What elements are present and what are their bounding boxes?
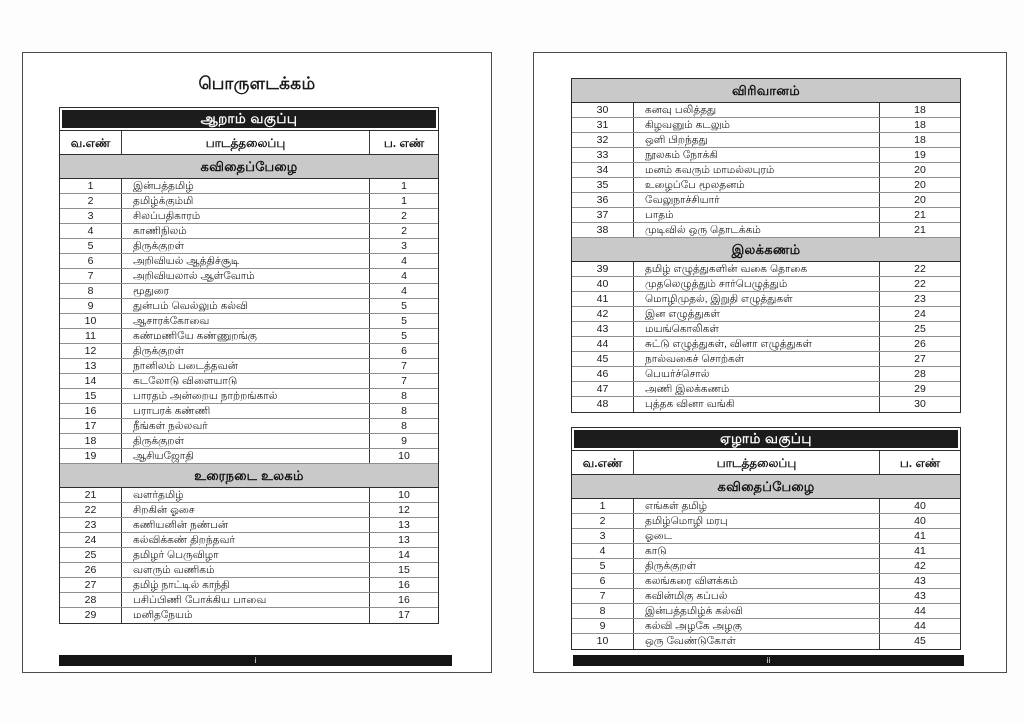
row-title: காணிநிலம் <box>122 224 370 238</box>
column-header-row <box>572 451 960 475</box>
row-serial: 3 <box>60 209 122 223</box>
footer-page-band <box>573 655 964 666</box>
toc-row <box>572 292 960 307</box>
row-title: தமிழ் நாட்டில் காந்தி <box>122 578 370 592</box>
toc-row <box>572 367 960 382</box>
toc-row <box>60 593 438 608</box>
row-serial: 38 <box>572 223 634 237</box>
row-page: 41 <box>914 529 926 542</box>
row-page: 4 <box>401 284 407 297</box>
row-title: ஆசாரக்கோவை <box>122 314 370 328</box>
row-title: சிறகின் ஓசை <box>122 503 370 517</box>
toc-row <box>572 307 960 322</box>
toc-row <box>60 239 438 254</box>
row-serial: 10 <box>572 634 634 649</box>
row-serial: 34 <box>572 163 634 177</box>
toc-row <box>572 619 960 634</box>
row-serial: 46 <box>572 367 634 381</box>
row-page: 10 <box>398 488 410 501</box>
row-serial: 11 <box>60 329 122 343</box>
toc-row <box>572 277 960 292</box>
row-serial: 10 <box>60 314 122 328</box>
row-page: 30 <box>914 398 926 411</box>
toc-row <box>60 389 438 404</box>
row-title: வளரும் வணிகம் <box>122 563 370 577</box>
section-band: கவிதைப்பேழை <box>572 475 960 499</box>
toc-row <box>60 179 438 194</box>
row-page: 6 <box>401 344 407 357</box>
toc-row <box>60 359 438 374</box>
row-title: பாரதம் அன்றைய நாற்றங்கால் <box>122 389 370 403</box>
row-title: பராபரக் கண்ணி <box>122 404 370 418</box>
row-serial: 12 <box>60 344 122 358</box>
row-page: 13 <box>398 533 410 546</box>
row-serial: 31 <box>572 118 634 132</box>
row-serial: 37 <box>572 208 634 222</box>
left-page <box>22 52 492 673</box>
row-page: 20 <box>914 178 926 191</box>
toc-row <box>572 559 960 574</box>
row-title: தமிழர் பெருவிழா <box>122 548 370 562</box>
row-page: 43 <box>914 574 926 587</box>
row-serial: 1 <box>572 499 634 513</box>
toc-row <box>572 634 960 649</box>
row-page: 29 <box>914 382 926 395</box>
toc-row <box>572 103 960 118</box>
toc-row <box>60 284 438 299</box>
row-title: அறிவியல் ஆத்திச்சூடி <box>122 254 370 268</box>
toc-row <box>572 208 960 223</box>
row-page: 5 <box>401 314 407 327</box>
row-page: 45 <box>914 635 926 648</box>
row-serial: 35 <box>572 178 634 192</box>
row-title: மூதுரை <box>122 284 370 298</box>
toc-row <box>60 488 438 503</box>
toc-row <box>572 322 960 337</box>
row-title: தமிழ்மொழி மரபு <box>634 514 880 528</box>
row-serial: 13 <box>60 359 122 373</box>
row-page: 8 <box>401 404 407 417</box>
row-serial: 4 <box>572 544 634 558</box>
row-serial: 16 <box>60 404 122 418</box>
row-title: கிழவனும் கடலும் <box>634 118 880 132</box>
row-page: 20 <box>914 193 926 206</box>
row-title: சுட்டு எழுத்துகள், வினா எழுத்துகள் <box>634 337 880 351</box>
toc-row <box>572 604 960 619</box>
row-page: 40 <box>914 514 926 527</box>
row-title: இன்பத்தமிழ் <box>122 179 370 193</box>
row-serial: 36 <box>572 193 634 207</box>
row-serial: 7 <box>572 589 634 603</box>
row-page: 1 <box>401 194 407 207</box>
row-page: 1 <box>401 179 407 192</box>
toc-row <box>572 262 960 277</box>
row-page: 44 <box>914 619 926 632</box>
row-title: புத்தக வினா வங்கி <box>634 397 880 412</box>
header-cell-serial: வ.எண் <box>572 451 634 474</box>
row-page: 22 <box>914 277 926 290</box>
row-title: ஒளி பிறந்தது <box>634 133 880 147</box>
row-page: 26 <box>914 337 926 350</box>
row-title: முதலெழுத்தும் சார்பெழுத்தும் <box>634 277 880 291</box>
row-page: 5 <box>401 299 407 312</box>
row-title: வேலுநாச்சியார் <box>634 193 880 207</box>
row-serial: 43 <box>572 322 634 336</box>
toc-row <box>572 193 960 208</box>
toc-row <box>60 503 438 518</box>
row-serial: 47 <box>572 382 634 396</box>
row-serial: 45 <box>572 352 634 366</box>
toc-row <box>60 314 438 329</box>
row-page: 10 <box>398 449 410 462</box>
toc-row <box>572 352 960 367</box>
row-serial: 8 <box>572 604 634 618</box>
row-title: நூலகம் நோக்கி <box>634 148 880 162</box>
row-title: பசிப்பிணி போக்கிய பாவை <box>122 593 370 607</box>
toc-row <box>572 382 960 397</box>
toc-tables <box>59 107 439 624</box>
header-cell-page: ப. எண் <box>383 135 425 150</box>
row-serial: 19 <box>60 449 122 463</box>
row-page: 2 <box>401 224 407 237</box>
row-serial: 23 <box>60 518 122 532</box>
row-page: 4 <box>401 254 407 267</box>
row-page: 27 <box>914 352 926 365</box>
row-title: மனிதநேயம் <box>122 608 370 623</box>
row-title: கலங்கரை விளக்கம் <box>634 574 880 588</box>
row-serial: 17 <box>60 419 122 433</box>
row-title: வளர்தமிழ் <box>122 488 370 502</box>
toc-row <box>60 449 438 464</box>
toc-row <box>60 329 438 344</box>
class-band: ஏழாம் வகுப்பு <box>572 428 960 451</box>
row-title: முடிவில் ஒரு தொடக்கம் <box>634 223 880 237</box>
toc-row <box>60 419 438 434</box>
row-title: கணியனின் நண்பன் <box>122 518 370 532</box>
row-page: 17 <box>398 609 410 622</box>
row-title: திருக்குறள் <box>634 559 880 573</box>
row-page: 28 <box>914 367 926 380</box>
row-serial: 32 <box>572 133 634 147</box>
row-page: 18 <box>914 103 926 116</box>
page-title: பொருளடக்கம் <box>198 74 316 93</box>
toc-row <box>60 563 438 578</box>
row-title: மொழிமுதல், இறுதி எழுத்துகள் <box>634 292 880 306</box>
toc-row <box>572 397 960 412</box>
row-serial: 9 <box>60 299 122 313</box>
row-title: தமிழ்க்கும்மி <box>122 194 370 208</box>
row-title: அறிவியலால் ஆள்வோம் <box>122 269 370 283</box>
footer-page-band <box>59 655 452 666</box>
toc-row <box>60 269 438 284</box>
toc-row <box>572 148 960 163</box>
toc-row <box>572 499 960 514</box>
row-page: 22 <box>914 262 926 275</box>
row-serial: 21 <box>60 488 122 502</box>
row-page: 16 <box>398 593 410 606</box>
row-page: 44 <box>914 604 926 617</box>
row-page: 13 <box>398 518 410 531</box>
row-serial: 15 <box>60 389 122 403</box>
right-page <box>533 52 1007 673</box>
toc-row <box>572 178 960 193</box>
section-band: விரிவானம் <box>572 79 960 103</box>
toc-row <box>60 578 438 593</box>
row-title: திருக்குறள் <box>122 434 370 448</box>
row-page: 40 <box>914 499 926 512</box>
toc-row <box>60 344 438 359</box>
row-serial: 5 <box>60 239 122 253</box>
row-page: 43 <box>914 589 926 602</box>
row-page: 42 <box>914 559 926 572</box>
row-serial: 41 <box>572 292 634 306</box>
row-page: 4 <box>401 269 407 282</box>
row-page: 21 <box>914 208 926 221</box>
class-band: ஆறாம் வகுப்பு <box>60 108 438 131</box>
row-title: திருக்குறள் <box>122 344 370 358</box>
toc-row <box>572 118 960 133</box>
row-serial: 29 <box>60 608 122 623</box>
row-serial: 5 <box>572 559 634 573</box>
row-title: இன்பத்தமிழ்க் கல்வி <box>634 604 880 618</box>
toc-row <box>572 133 960 148</box>
row-page: 2 <box>401 209 407 222</box>
row-title: காடு <box>634 544 880 558</box>
row-serial: 4 <box>60 224 122 238</box>
toc-row <box>60 608 438 623</box>
row-page: 3 <box>401 239 407 252</box>
row-page: 25 <box>914 322 926 335</box>
row-serial: 28 <box>60 593 122 607</box>
header-cell-title: பாடத்தலைப்பு <box>122 131 370 154</box>
row-title: எங்கள் தமிழ் <box>634 499 880 513</box>
row-serial: 27 <box>60 578 122 592</box>
row-title: நானிலம் படைத்தவன் <box>122 359 370 373</box>
row-page: 7 <box>401 359 407 372</box>
row-page: 20 <box>914 163 926 176</box>
row-serial: 7 <box>60 269 122 283</box>
toc-row <box>572 574 960 589</box>
toc-table <box>571 78 961 413</box>
row-serial: 6 <box>60 254 122 268</box>
row-serial: 14 <box>60 374 122 388</box>
row-page: 41 <box>914 544 926 557</box>
row-serial: 44 <box>572 337 634 351</box>
row-title: நால்வகைச் சொற்கள் <box>634 352 880 366</box>
row-page: 18 <box>914 133 926 146</box>
toc-row <box>60 533 438 548</box>
row-serial: 33 <box>572 148 634 162</box>
row-serial: 3 <box>572 529 634 543</box>
toc-row <box>60 299 438 314</box>
section-band: இலக்கணம் <box>572 238 960 262</box>
toc-row <box>572 589 960 604</box>
row-title: கவின்மிகு கப்பல் <box>634 589 880 603</box>
row-page: 18 <box>914 118 926 131</box>
toc-row <box>572 544 960 559</box>
row-page: 15 <box>398 563 410 576</box>
row-page: 21 <box>914 223 926 236</box>
row-page: 8 <box>401 419 407 432</box>
row-serial: 22 <box>60 503 122 517</box>
row-title: ஓடை <box>634 529 880 543</box>
row-title: துன்பம் வெல்லும் கல்வி <box>122 299 370 313</box>
row-page: 8 <box>401 389 407 402</box>
section-band: கவிதைப்பேழை <box>60 155 438 179</box>
toc-row <box>572 163 960 178</box>
row-serial: 24 <box>60 533 122 547</box>
row-title: உழைப்பே மூலதனம் <box>634 178 880 192</box>
row-page: 16 <box>398 578 410 591</box>
row-serial: 18 <box>60 434 122 448</box>
toc-row <box>572 223 960 238</box>
row-serial: 25 <box>60 548 122 562</box>
row-title: கல்வி அழகே அழகு <box>634 619 880 633</box>
toc-row <box>60 374 438 389</box>
row-title: சிலப்பதிகாரம் <box>122 209 370 223</box>
row-page: 9 <box>401 434 407 447</box>
row-title: ஆசியஜோதி <box>122 449 370 463</box>
row-page: 14 <box>398 548 410 561</box>
row-title: கடலோடு விளையாடு <box>122 374 370 388</box>
toc-row <box>60 224 438 239</box>
row-serial: 2 <box>572 514 634 528</box>
row-serial: 6 <box>572 574 634 588</box>
footer-page-number: ii <box>766 655 771 666</box>
footer-page-number: i <box>254 655 257 666</box>
toc-row <box>572 514 960 529</box>
row-serial: 9 <box>572 619 634 633</box>
toc-row <box>60 434 438 449</box>
row-serial: 26 <box>60 563 122 577</box>
row-title: மயங்கொலிகள் <box>634 322 880 336</box>
row-page: 19 <box>914 148 926 161</box>
row-title: கல்விக்கண் திறந்தவர் <box>122 533 370 547</box>
toc-row <box>60 404 438 419</box>
section-band: உரைநடை உலகம் <box>60 464 438 488</box>
header-cell-serial: வ.எண் <box>60 131 122 154</box>
row-title: ஒரு வேண்டுகோள் <box>634 634 880 649</box>
header-cell-title: பாடத்தலைப்பு <box>634 451 880 474</box>
row-serial: 1 <box>60 179 122 193</box>
row-title: கனவு பலித்தது <box>634 103 880 117</box>
toc-row <box>572 337 960 352</box>
row-title: நீங்கள் நல்லவர் <box>122 419 370 433</box>
row-page: 5 <box>401 329 407 342</box>
row-title: அணி இலக்கணம் <box>634 382 880 396</box>
row-serial: 30 <box>572 103 634 117</box>
toc-table <box>59 107 439 624</box>
row-title: பாதம் <box>634 208 880 222</box>
toc-row <box>60 548 438 563</box>
toc-row <box>60 518 438 533</box>
row-title: தமிழ் எழுத்துகளின் வகை தொகை <box>634 262 880 276</box>
row-serial: 48 <box>572 397 634 412</box>
row-serial: 42 <box>572 307 634 321</box>
toc-table <box>571 427 961 650</box>
toc-row <box>60 209 438 224</box>
row-title: இன எழுத்துகள் <box>634 307 880 321</box>
toc-row <box>60 194 438 209</box>
row-page: 24 <box>914 307 926 320</box>
toc-tables <box>571 78 961 650</box>
row-serial: 2 <box>60 194 122 208</box>
row-title: திருக்குறள் <box>122 239 370 253</box>
toc-row <box>572 529 960 544</box>
row-title: மனம் கவரும் மாமல்லபுரம் <box>634 163 880 177</box>
row-title: கண்மணியே கண்ணுறங்கு <box>122 329 370 343</box>
row-page: 7 <box>401 374 407 387</box>
row-page: 12 <box>398 503 410 516</box>
column-header-row <box>60 131 438 155</box>
toc-row <box>60 254 438 269</box>
row-serial: 8 <box>60 284 122 298</box>
row-page: 23 <box>914 292 926 305</box>
header-cell-page: ப. எண் <box>899 455 941 470</box>
row-serial: 40 <box>572 277 634 291</box>
row-serial: 39 <box>572 262 634 276</box>
row-title: பெயர்ச்சொல் <box>634 367 880 381</box>
